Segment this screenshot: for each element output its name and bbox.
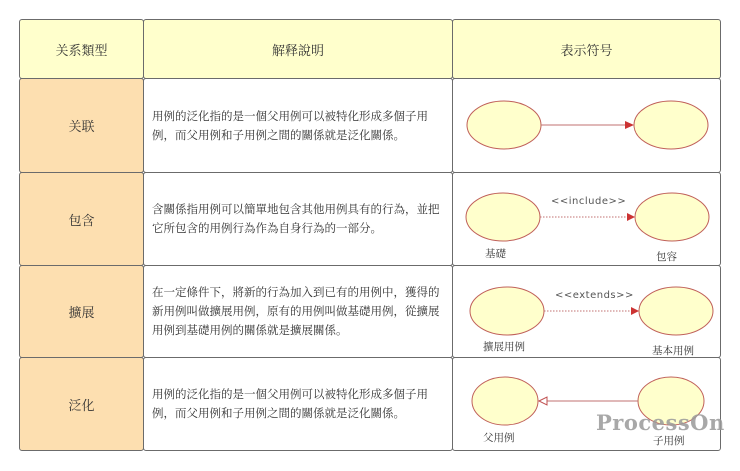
description-text: 用例的泛化指的是一個父用例可以被特化形成多個子用例，而父用例和子用例之間的關係就是泛化關係。	[152, 108, 428, 142]
header-description-label: 解释說明	[271, 43, 324, 59]
row-description-include	[143, 172, 453, 266]
row-description-association	[143, 78, 453, 173]
row-symbol-extend	[452, 265, 721, 358]
row-symbol-include	[452, 172, 721, 266]
type-label: 擴展	[68, 306, 95, 321]
type-label: 关联	[68, 120, 95, 135]
association-arrow-diagram	[453, 79, 722, 174]
description-text: 在一定條件下，將新的行為加入到已有的用例中，獲得的新用例叫做擴展用例，原有的用例叫做基礎用例，從擴展用例到基礎用例的關係就是擴展關係。	[152, 285, 440, 337]
right-usecase-label: 包容	[656, 251, 677, 263]
row-type-generalization	[19, 357, 144, 451]
left-usecase-label: 擴展用例	[483, 341, 525, 353]
row-description-extend	[143, 265, 453, 358]
type-label: 包含	[68, 213, 95, 229]
left-usecase-label: 父用例	[483, 432, 515, 444]
description-text: 用例的泛化指的是一個父用例可以被特化形成多個子用例，而父用例和子用例之間的關係就是泛化關係。	[152, 387, 428, 420]
header-symbol-label: 表示符号	[560, 43, 613, 59]
relationship-table	[19, 19, 721, 451]
header-description	[143, 19, 453, 79]
type-label: 泛化	[68, 398, 95, 414]
row-type-association	[19, 78, 144, 173]
description-text: 含關係指用例可以簡單地包含其他用例具有的行為，並把它所包含的用例行為作為自身行為的一部分。	[152, 202, 440, 235]
row-symbol-generalization	[452, 357, 721, 451]
row-type-extend	[19, 265, 144, 358]
header-type-label: 关系類型	[55, 43, 108, 59]
row-type-include	[19, 172, 144, 266]
left-usecase-label: 基礎	[485, 248, 506, 260]
header-type	[19, 19, 144, 79]
row-symbol-association	[452, 78, 721, 173]
stereotype-label: <<include>>	[551, 196, 627, 207]
right-usecase-label: 基本用例	[652, 345, 694, 357]
stereotype-label: <<extends>>	[555, 290, 634, 301]
processon-watermark: ProcessOn	[596, 410, 725, 435]
row-description-generalization	[143, 357, 453, 451]
right-usecase-label: 子用例	[653, 435, 685, 447]
header-symbol	[452, 19, 721, 79]
